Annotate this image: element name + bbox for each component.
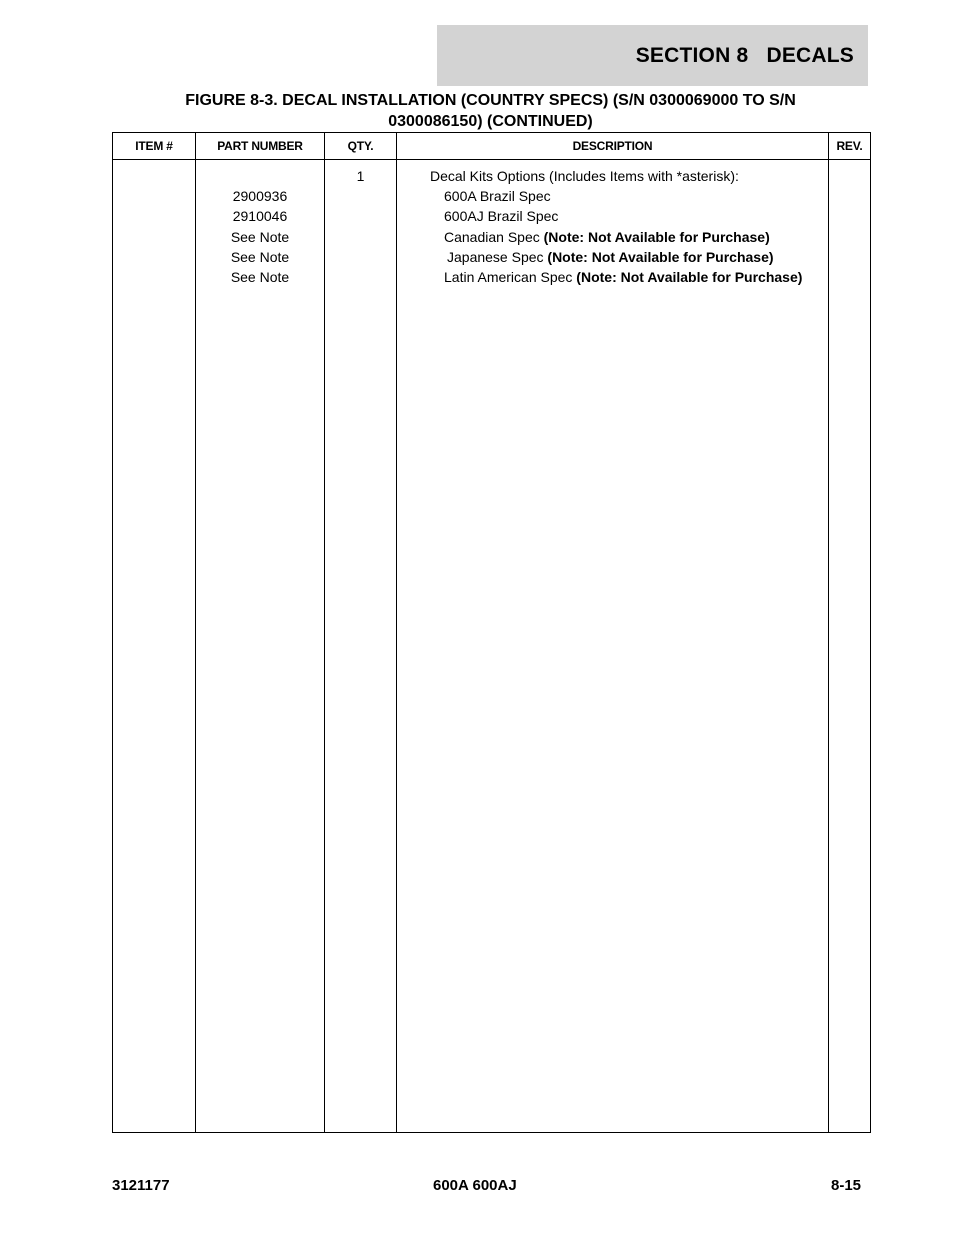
part-number-value: See Note xyxy=(230,228,290,245)
table-body-row xyxy=(113,160,871,1133)
purchase-note: (Note: Not Available for Purchase) xyxy=(543,228,770,245)
figure-title-line-2: 0300086150) (CONTINUED) xyxy=(388,113,593,130)
qty-value: 1 xyxy=(356,168,365,184)
description-value xyxy=(397,247,828,267)
description-value xyxy=(397,227,828,247)
section-title: SECTION 8 DECALS xyxy=(635,43,854,67)
footer-page-number: 8-15 xyxy=(831,1177,862,1194)
description-text: Japanese Spec xyxy=(447,248,548,265)
description-value xyxy=(397,206,828,226)
column-header-item: ITEM # xyxy=(113,133,196,160)
description-value xyxy=(397,166,828,186)
column-header-qty: QTY. xyxy=(325,133,397,160)
column-header-part-number: PART NUMBER xyxy=(196,133,325,160)
rev-column-cell xyxy=(829,160,871,1133)
description-value xyxy=(397,186,828,206)
part-number-value: See Note xyxy=(230,268,290,285)
rev-value xyxy=(829,166,870,186)
purchase-note: (Note: Not Available for Purchase) xyxy=(576,268,803,285)
column-header-rev: REV. xyxy=(829,133,871,160)
part-number-value: 2910046 xyxy=(232,208,288,225)
part-number-value: See Note xyxy=(230,248,290,265)
parts-table xyxy=(112,132,871,1133)
description-value xyxy=(397,267,828,287)
part-number-column-cell xyxy=(196,160,325,1133)
description-column-cell xyxy=(397,160,829,1133)
qty-column-cell xyxy=(325,160,397,1133)
description-text: Canadian Spec xyxy=(444,228,544,245)
figure-title xyxy=(112,90,869,132)
figure-title-line-1: FIGURE 8-3. DECAL INSTALLATION (COUNTRY SPECS) (S/N 0300069000 TO S/N xyxy=(185,92,796,109)
item-column-cell xyxy=(113,160,196,1133)
description-text: 600AJ Brazil Spec xyxy=(444,208,559,225)
item-value xyxy=(113,166,195,186)
description-text: Latin American Spec xyxy=(444,268,577,285)
part-number-value xyxy=(196,166,324,186)
footer-document-number: 3121177 xyxy=(112,1177,170,1194)
description-text: 600A Brazil Spec xyxy=(444,188,551,205)
description-text: Decal Kits Options (Includes Items with *asterisk): xyxy=(430,168,739,184)
section-header xyxy=(437,25,868,86)
table-header-row xyxy=(113,133,871,160)
column-header-description: DESCRIPTION xyxy=(397,133,829,160)
footer-model: 600A 600AJ xyxy=(433,1177,517,1194)
purchase-note: (Note: Not Available for Purchase) xyxy=(547,248,774,265)
part-number-value: 2900936 xyxy=(232,188,288,205)
